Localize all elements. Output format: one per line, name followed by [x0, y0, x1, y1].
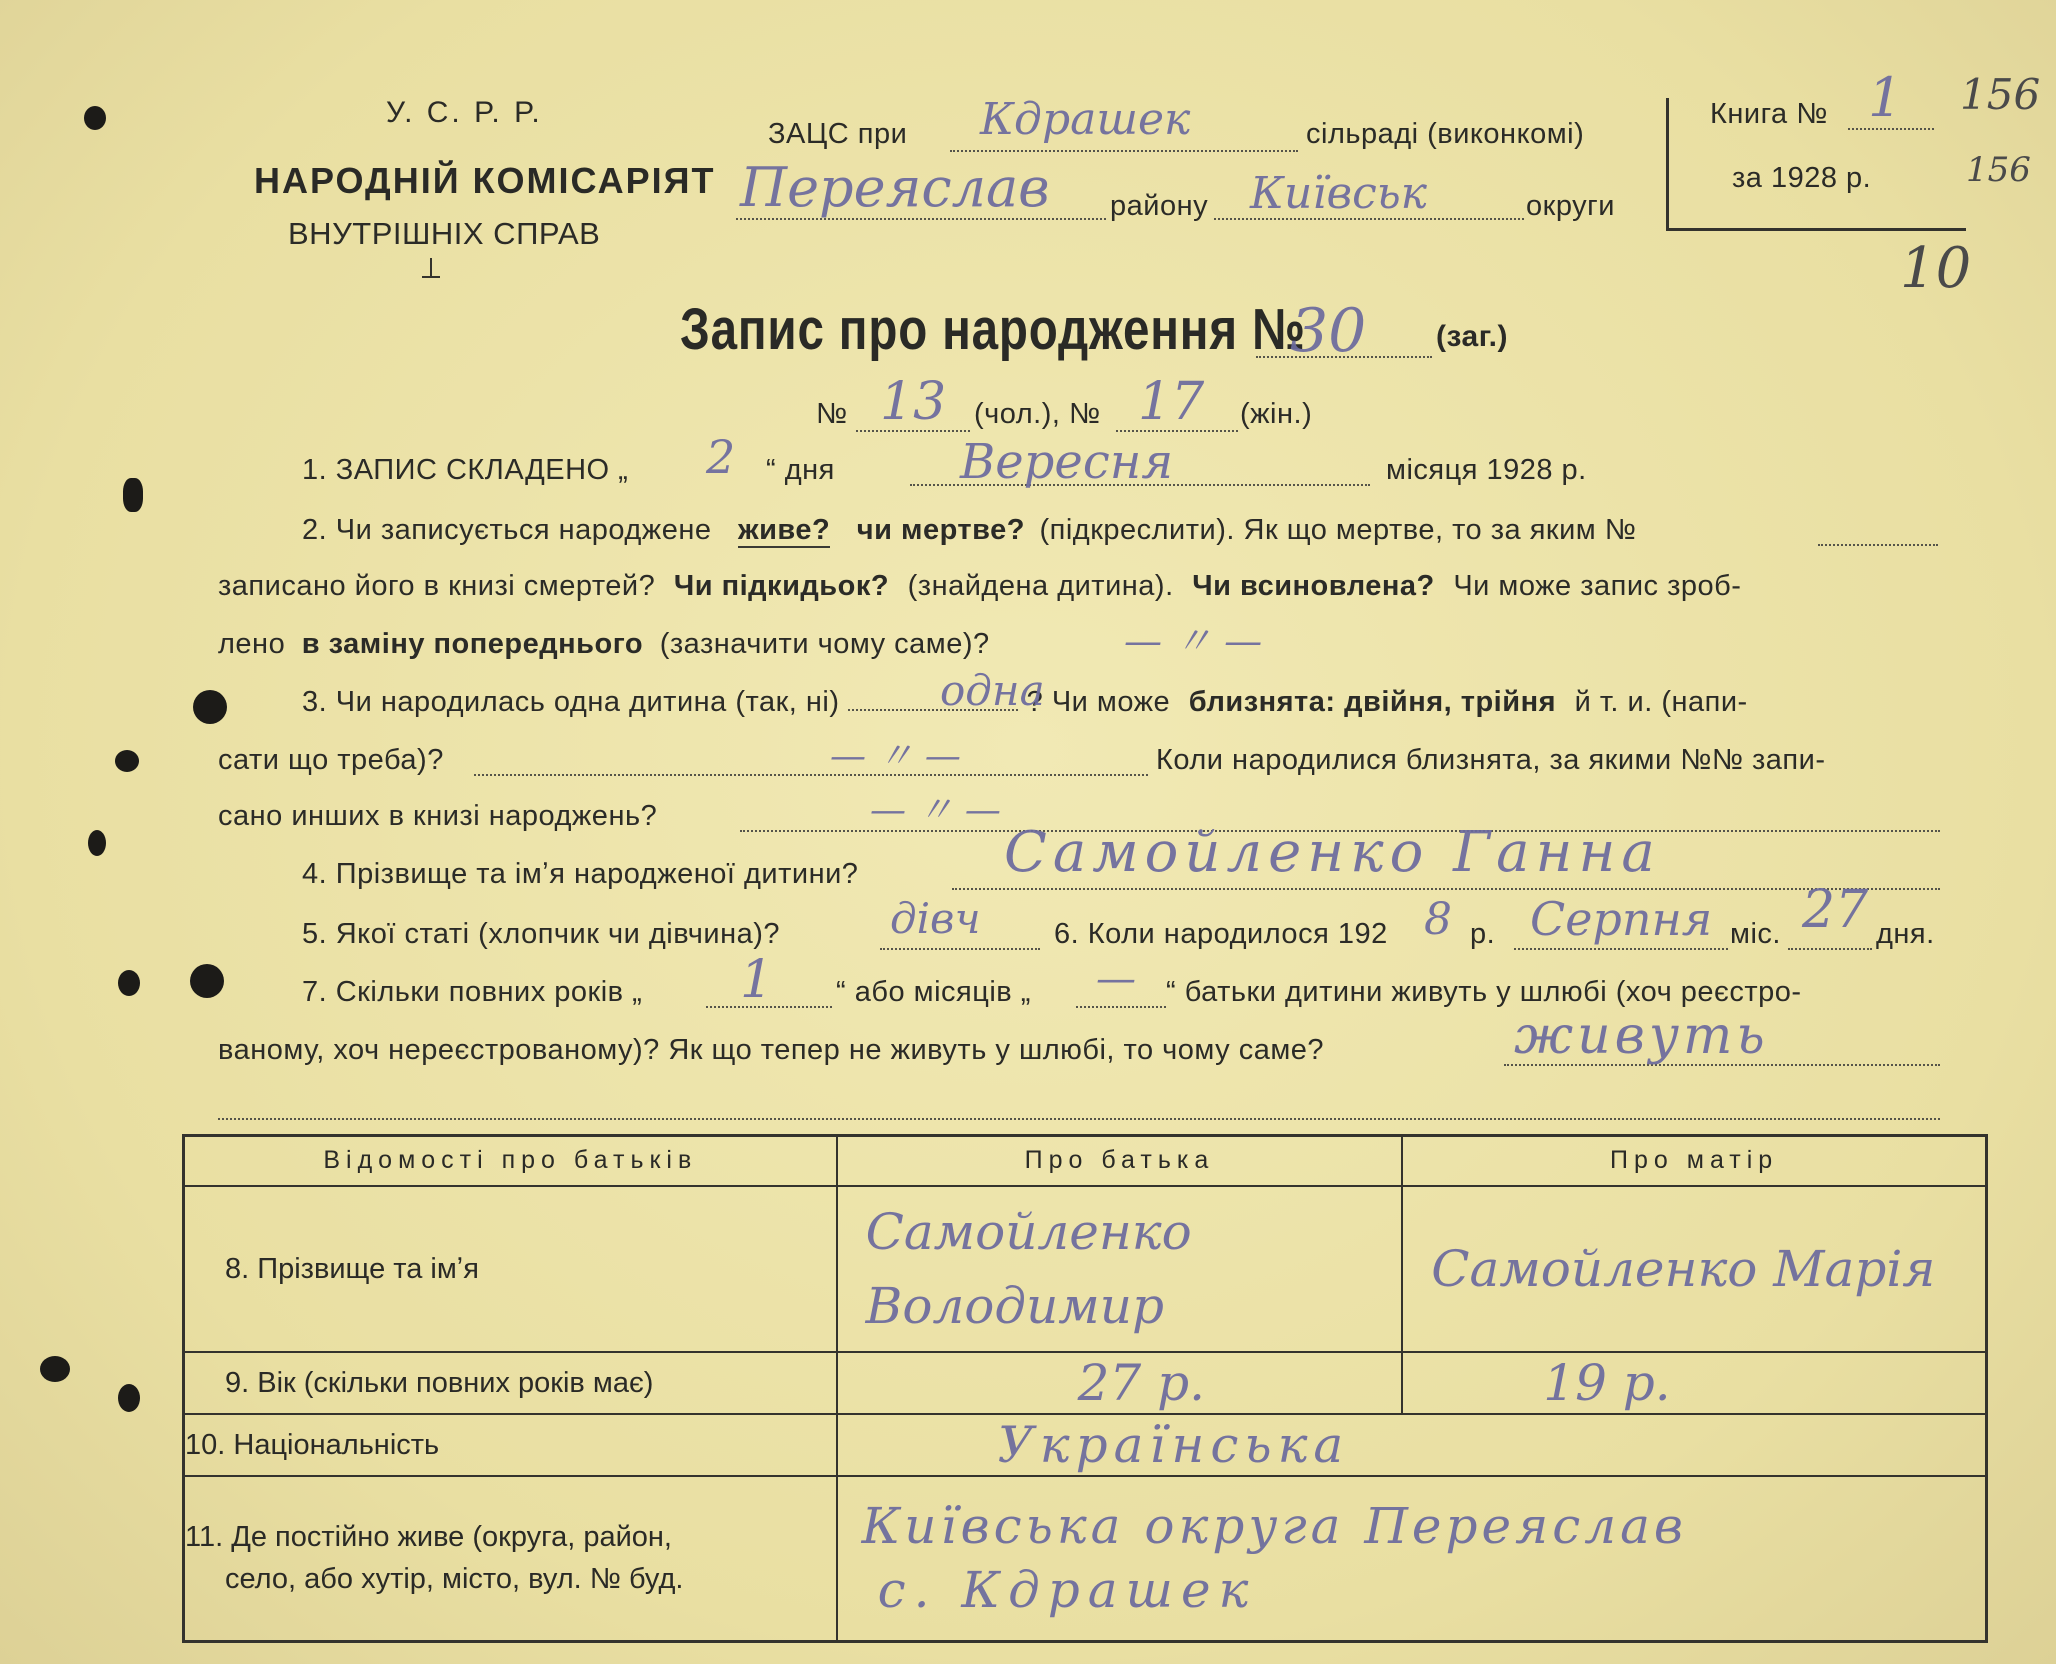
- book-number: 1: [1868, 66, 1903, 129]
- item2-line3: [218, 628, 990, 661]
- zags-handwritten: Кдрашек: [980, 94, 1191, 145]
- father-residence: Київська округа Переяслав: [861, 1497, 1687, 1556]
- item2-found-child: (знайдена дитина).: [907, 570, 1174, 602]
- binding-hole: [123, 478, 143, 512]
- item7-line1-a: 7. Скільки повних років „: [302, 976, 643, 1008]
- item2-record-question: Чи може запис зроб-: [1453, 570, 1742, 602]
- item1-tail: місяця 1928 р.: [1386, 454, 1587, 486]
- item2-replacement: в заміну попереднього: [301, 628, 644, 660]
- book-box-bottom: [1666, 228, 1966, 231]
- item2-intro: 2. Чи записується народжене: [302, 514, 712, 546]
- item3-line2-field: [474, 774, 1148, 776]
- table-row: [184, 1352, 1987, 1414]
- nationality-cell: [837, 1414, 1987, 1476]
- binding-hole: [40, 1356, 70, 1382]
- margin-note-3: 10: [1900, 236, 1972, 301]
- item2-death-book: записано його в книзі смертей?: [218, 570, 656, 602]
- item2-foundling: Чи підкидьок?: [673, 570, 890, 602]
- row-label-age: 9. Вік (скільки повних років має): [184, 1352, 837, 1414]
- item4-field: [952, 888, 1940, 890]
- item1-label: 1. ЗАПИС СКЛАДЕНО „: [302, 454, 629, 486]
- margin-note-2: 156: [1966, 150, 2031, 190]
- row-label-name: 8. Прізвище та імʼя: [184, 1186, 837, 1352]
- binding-hole: [190, 964, 224, 998]
- item2-alive-option: живе?: [738, 514, 831, 546]
- book-box: [1666, 98, 1669, 228]
- binding-hole: [84, 106, 106, 130]
- father-age-cell: [837, 1352, 1403, 1414]
- item6-day-field: [1788, 948, 1872, 950]
- item3-line3: сано инших в книзі народжень?: [218, 800, 658, 832]
- okrug-handwritten: Київськ: [1250, 168, 1427, 219]
- father-name: Самойленко Володимир: [865, 1202, 1192, 1335]
- item6-label: 6. Коли народилося 192: [1054, 918, 1388, 950]
- item6-month: Серпня: [1530, 892, 1713, 946]
- header-divider: [430, 258, 432, 278]
- district-label: району: [1110, 190, 1209, 222]
- margin-note-1: 156: [1960, 70, 2041, 119]
- binding-hole: [88, 830, 106, 856]
- item2-answer: — 〃 —: [1124, 619, 1263, 663]
- zags-label: ЗАЦС при: [768, 118, 908, 150]
- item7-line2: ваному, хоч нереєстрованому)? Як що тепер не живуть у шлюбі, то чому саме?: [218, 1034, 1325, 1066]
- item2-line1: [302, 514, 1636, 547]
- item2-death-number-line: [1818, 544, 1938, 546]
- item7-years: 1: [740, 950, 774, 1010]
- item7-line1-c: “ батьки дитини живуть у шлюбі (хоч реєстро-: [1166, 976, 1802, 1008]
- row-label-residence: [184, 1476, 837, 1642]
- item3-line2-start: сати що треба)?: [218, 744, 444, 776]
- item4-label: 4. Прізвище та імʼя народженої дитини?: [302, 858, 859, 890]
- table-row: [184, 1476, 1987, 1642]
- item3-answer2: — 〃 —: [830, 736, 961, 777]
- binding-hole: [193, 690, 227, 724]
- header-divider-base: [422, 276, 440, 278]
- mother-residence: с. Кдрашек: [877, 1561, 1257, 1620]
- mother-name-cell: [1402, 1186, 1986, 1352]
- parents-table: [182, 1134, 1988, 1643]
- ministry-title: НАРОДНІЙ КОМІСАРІЯТ: [254, 160, 716, 201]
- female-label: (жін.): [1240, 398, 1313, 430]
- table-header-mother: Про матір: [1402, 1136, 1986, 1186]
- item2-line1-tail: (підкреслити). Як що мертве, то за яким №: [1039, 514, 1637, 546]
- record-number: 30: [1290, 296, 1367, 366]
- item7-answer: живуть: [1514, 1006, 1769, 1066]
- residence-label-line1: 11. Де постійно живе (округа, район,: [185, 1521, 672, 1554]
- item6-day: 27: [1802, 880, 1869, 940]
- item7-months-field: [1076, 1006, 1166, 1008]
- item2-adopted: Чи всиновлена?: [1192, 570, 1435, 602]
- item6-year-digit: 8: [1424, 894, 1452, 945]
- item7-extra-line: [218, 1118, 1940, 1120]
- mother-name: Самойленко Марія: [1431, 1239, 1936, 1298]
- item3-answer3: — 〃 —: [870, 790, 1001, 831]
- item1-day: 2: [706, 430, 736, 484]
- male-number: 13: [880, 372, 947, 432]
- record-title: Запис про народження №: [680, 297, 1306, 362]
- item6-dnya: дня.: [1876, 918, 1935, 950]
- item2-reason: (зазначити чому саме)?: [659, 628, 990, 660]
- father-name-cell: [837, 1186, 1403, 1352]
- item3-answer: одна: [940, 666, 1045, 715]
- item6-mis: міс.: [1730, 918, 1781, 950]
- residence-label-line2: село, або хутір, місто, вул. № буд.: [225, 1563, 684, 1596]
- residence-cell: [837, 1476, 1987, 1642]
- father-nationality: Українська: [997, 1415, 1350, 1474]
- item1-day-label: “ дня: [766, 454, 835, 486]
- state-abbrev: У. С. Р. Р.: [386, 96, 543, 129]
- item3-one-child: 3. Чи народилась одна дитина (так, ні): [302, 686, 840, 718]
- okrug-label: округи: [1526, 190, 1615, 222]
- item6-r: р.: [1470, 918, 1496, 950]
- table-row: [184, 1186, 1987, 1352]
- binding-hole: [118, 1384, 140, 1412]
- item3-maybe: ? Чи може: [1026, 686, 1171, 718]
- book-label: Книга №: [1710, 98, 1828, 130]
- male-label: (чол.), №: [974, 398, 1101, 430]
- table-row: [184, 1414, 1987, 1476]
- row-label-nationality: 10. Національність: [184, 1414, 837, 1476]
- item7-months: —: [1096, 956, 1136, 1002]
- binding-hole: [118, 970, 140, 996]
- item2-line3-start: лено: [218, 628, 286, 660]
- item4-answer: Самойленко Ганна: [1004, 820, 1661, 885]
- table-header-info: Відомості про батьків: [184, 1136, 837, 1186]
- item6-month-field: [1514, 948, 1728, 950]
- mother-age-cell: [1402, 1352, 1986, 1414]
- item3-etc: й т. и. (напи-: [1574, 686, 1748, 718]
- item2-line2: [218, 570, 1741, 603]
- district-handwritten: Переяслав: [740, 156, 1050, 219]
- ministry-subtitle: ВНУТРІШНІХ СПРАВ: [288, 216, 601, 251]
- mother-age: 19 р.: [1543, 1353, 1671, 1412]
- no-sign: №: [816, 398, 848, 430]
- table-header-father: Про батька: [837, 1136, 1403, 1186]
- binding-hole: [115, 750, 139, 772]
- item1-month: Вересня: [960, 434, 1174, 490]
- item7-line1-b: “ або місяців „: [836, 976, 1031, 1008]
- record-suffix: (заг.): [1436, 320, 1509, 353]
- zags-field-line: [950, 150, 1298, 152]
- item5-label: 5. Якої статі (хлопчик чи дівчина)?: [302, 918, 781, 950]
- book-year: за 1928 р.: [1732, 162, 1872, 194]
- item5-field: [880, 948, 1040, 950]
- village-council-label: сільраді (виконкомі): [1306, 118, 1585, 150]
- female-number: 17: [1138, 372, 1205, 432]
- item3-line2-end: Коли народилися близнята, за якими №№ запи-: [1156, 744, 1826, 776]
- item3-twins: близнята: двійня, трійня: [1188, 686, 1556, 718]
- item5-answer: дівч: [890, 894, 981, 943]
- item2-dead-option: чи мертве?: [856, 514, 1025, 546]
- father-age: 27 р.: [1077, 1353, 1206, 1412]
